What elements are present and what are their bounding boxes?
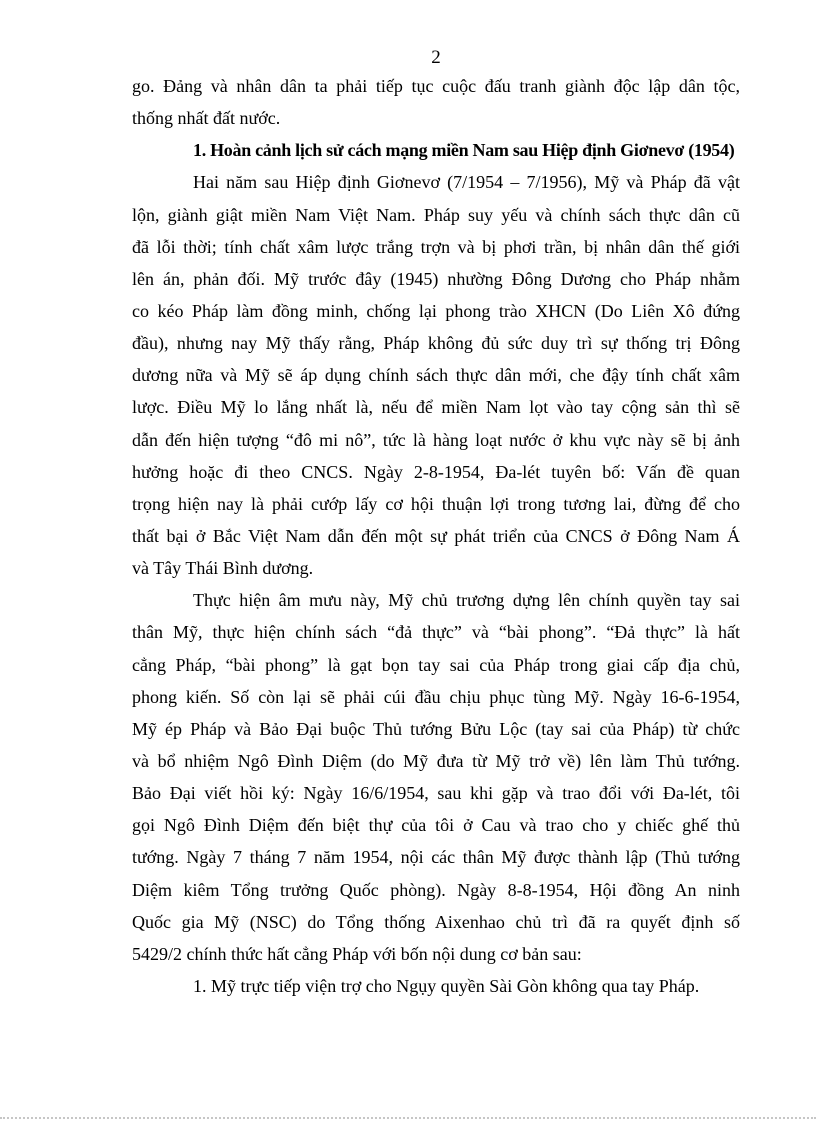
paragraph: [132, 166, 740, 584]
text-line: co kéo Pháp làm đồng minh, chống lại phong trào XHCN (Do Liên Xô đứng: [132, 300, 740, 321]
text-line: thân Mỹ, thực hiện chính sách “đả thực” và “bài phong”. “Đả thực” là hất: [132, 622, 740, 643]
text-line: lộn, giành giật miền Nam Việt Nam. Pháp suy yếu và chính sách thực dân cũ: [132, 204, 740, 225]
paragraph: [132, 584, 740, 970]
page-number: 2: [431, 47, 441, 68]
text-line: go. Đảng và nhân dân ta phải tiếp tục cuộc đấu tranh giành độc lập dân tộc,: [132, 76, 740, 96]
text-line: thống nhất đất nước.: [132, 108, 281, 129]
text-line: Bảo Đại viết hồi ký: Ngày 16/6/1954, sau khi gặp và trao đổi với Đa-lét, tôi: [132, 783, 740, 804]
text-line: đầu), nhưng nay Mỹ thấy rằng, Pháp không đủ sức duy trì sự thống trị Đông: [132, 333, 740, 354]
text-line: Thực hiện âm mưu này, Mỹ chủ trương dựng lên chính quyền tay sai: [193, 590, 740, 611]
document-body: [132, 70, 740, 1002]
paragraph: [132, 70, 740, 134]
text-line: lược. Điều Mỹ lo lắng nhất là, nếu để miền Nam lọt vào tay cộng sản thì sẽ: [132, 397, 740, 418]
paragraph: [132, 134, 740, 166]
text-line: Diệm kiêm Tổng trưởng Quốc phòng). Ngày 8-8-1954, Hội đồng An ninh: [132, 879, 740, 900]
page-break-dotted-line: [0, 1117, 816, 1119]
text-line: 5429/2 chính thức hất cẳng Pháp với bốn nội dung cơ bản sau:: [132, 943, 582, 964]
text-line: trọng hiện nay là phải cướp lấy cơ hội thuận lợi trong tương lai, đừng để cho: [132, 493, 740, 514]
text-line: gọi Ngô Đình Diệm đến biệt thự của tôi ở Cau và trao cho y chiếc ghế thủ: [132, 815, 740, 836]
text-line: và bổ nhiệm Ngô Đình Diệm (do Mỹ đưa từ Mỹ trở về) lên làm Thủ tướng.: [132, 750, 740, 771]
text-line: cẳng Pháp, “bài phong” là gạt bọn tay sai của Pháp trong giai cấp địa chủ,: [132, 654, 740, 675]
text-line: phong kiến. Số còn lại sẽ phải cúi đầu chịu phục tùng Mỹ. Ngày 16-6-1954,: [132, 686, 740, 707]
text-line: và Tây Thái Bình dương.: [132, 558, 314, 579]
list-item-line: 1. Mỹ trực tiếp viện trợ cho Ngụy quyền Sài Gòn không qua tay Pháp.: [193, 975, 700, 996]
text-line: dương nữa và Mỹ sẽ áp dụng chính sách thực dân mới, che đậy tính chất xâm: [132, 365, 740, 386]
text-line: hưởng hoặc đi theo CNCS. Ngày 2-8-1954, Đa-lét tuyên bố: Vấn đề quan: [132, 461, 740, 482]
text-line: tướng. Ngày 7 tháng 7 năm 1954, nội các thân Mỹ được thành lập (Thủ tướng: [132, 847, 740, 868]
text-line: thất bại ở Bắc Việt Nam dẫn đến một sự phát triển của CNCS ở Đông Nam Á: [132, 525, 740, 546]
paragraph: [132, 970, 740, 1002]
text-line: Mỹ ép Pháp và Bảo Đại buộc Thủ tướng Bửu Lộc (tay sai của Pháp) từ chức: [132, 718, 740, 739]
text-line: đã lỗi thời; tính chất xâm lược trắng trợn và bị phơi trần, bị nhân dân thế giới: [132, 236, 740, 257]
text-line: Quốc gia Mỹ (NSC) do Tổng thống Aixenhao chủ trì đã ra quyết định số: [132, 911, 740, 932]
text-line: lên án, phản đối. Mỹ trước đây (1945) nhường Đông Dương cho Pháp nhằm: [132, 268, 740, 289]
text-line: Hai năm sau Hiệp định Giơnevơ (7/1954 – 7/1956), Mỹ và Pháp đã vật: [193, 172, 740, 193]
section-heading: 1. Hoàn cảnh lịch sử cách mạng miền Nam sau Hiệp định Giơnevơ (1954): [193, 140, 735, 161]
text-line: dẫn đến hiện tượng “đô mi nô”, tức là hàng loạt nước ở khu vực này sẽ bị ảnh: [132, 429, 740, 450]
